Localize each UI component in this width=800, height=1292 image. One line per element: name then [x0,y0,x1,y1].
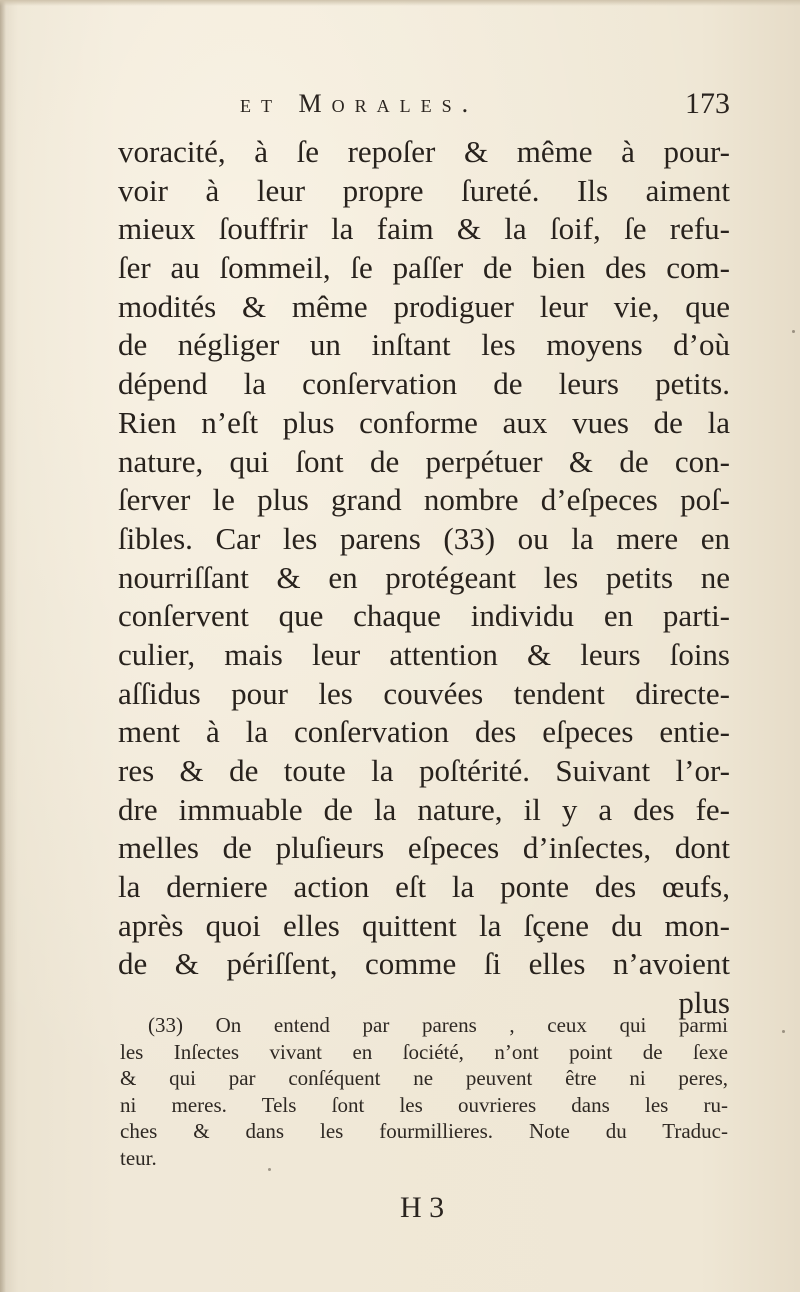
footnote-line: les Inſectes vivant en ſociété, n’ont point de ſexe [120,1039,728,1064]
page-number: 173 [685,87,730,120]
text-line: la derniere action eſt la ponte des œufs, [118,869,730,905]
page-edge-shadow [0,0,6,1292]
page-header [240,80,740,126]
paper-speck [792,330,795,333]
text-line: culier, mais leur attention & leurs ſoins [118,636,730,672]
running-title: et Morales. [240,89,479,118]
text-line: voir à leur propre ſureté. Ils aiment [118,172,730,208]
footnote-line: (33) On entend par parens , ceux qui parmi [148,1013,728,1037]
text-line: dre immuable de la nature, il y a des fe- [118,791,730,827]
text-line: res & de toute la poſtérité. Suivant l’or- [118,753,730,788]
text-line: de négliger un inſtant les moyens d’où [118,327,730,363]
main-text [118,133,730,1023]
paper-speck [268,1168,271,1171]
text-line: ment à la conſervation des eſpeces entie- [118,714,730,750]
text-line: ſer au ſommeil, ſe paſſer de bien des com- [118,250,730,286]
text-line: modités & même prodiguer leur vie, que [118,288,730,324]
text-line: nourriſſant & en protégeant les petits ne [118,559,730,595]
paper-speck [782,1030,785,1033]
text-line: conſervent que chaque individu en parti- [118,598,730,634]
signature-mark: H 3 [400,1191,445,1224]
footnote-line: ni meres. Tels ſont les ouvrieres dans les ru- [120,1092,728,1117]
text-line: aſſidus pour les couvées tendent directe- [118,675,730,711]
text-line: dépend la conſervation de leurs petits. [118,366,730,402]
footnote [120,1012,728,1172]
text-line: voracité, à ſe repoſer & même à pour- [118,134,730,169]
text-line: melles de pluſieurs eſpeces d’inſectes, dont [118,830,730,866]
text-line: mieux ſouffrir la faim & la ſoif, ſe refu- [118,211,730,247]
text-line: ſibles. Car les parens (33) ou la mere en [118,520,730,556]
text-line: de & périſſent, comme ſi elles n’avoient [118,946,730,982]
text-line: Rien n’eſt plus conforme aux vues de la [118,404,730,440]
text-line: après quoi elles quittent la ſçene du mon- [118,907,730,943]
footnote-line: ches & dans les fourmillieres. Note du Traduc- [120,1119,728,1144]
catchword: plus [678,985,730,1021]
text-line: ſerver le plus grand nombre d’eſpeces poſ- [118,482,730,518]
page-top-shadow [0,0,800,6]
footnote-line: teur. [120,1145,157,1170]
text-line: nature, qui ſont de perpétuer & de con- [118,443,730,479]
footnote-line: & qui par conſéquent ne peuvent être ni peres, [120,1066,728,1091]
